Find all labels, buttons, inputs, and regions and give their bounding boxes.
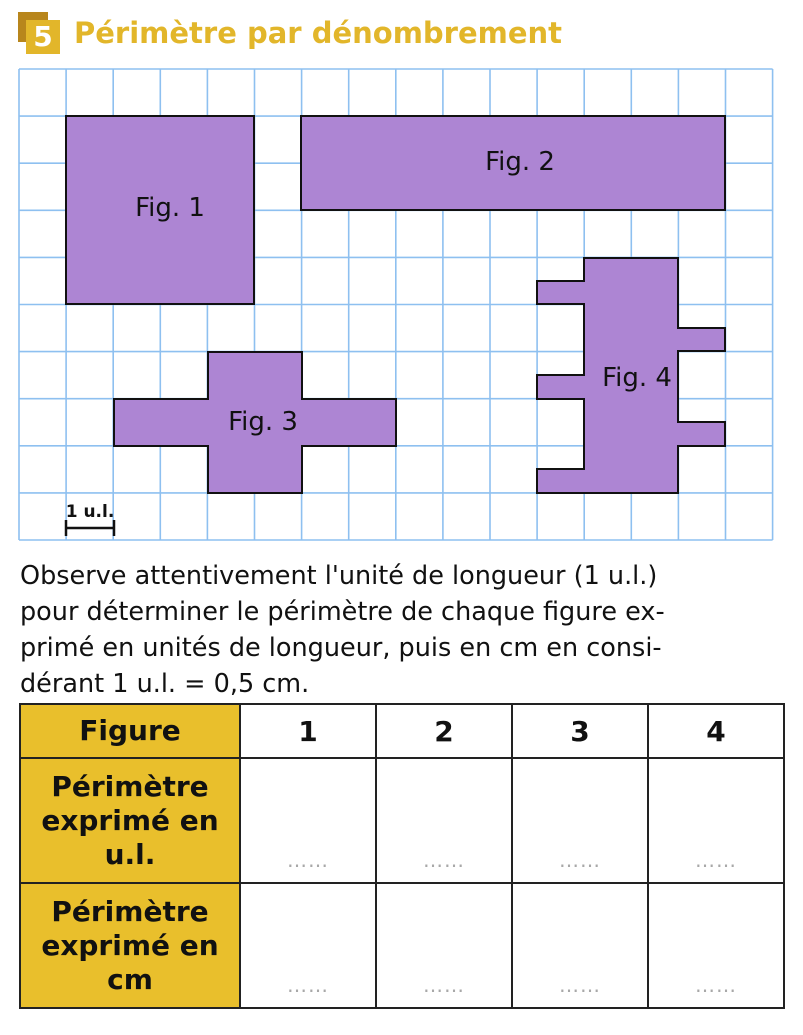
instruction-line: primé en unités de longueur, puis en cm en consi- [20, 633, 662, 663]
table-row [20, 883, 784, 1008]
exercise-title: Périmètre par dénombrement [74, 16, 563, 50]
figure-3-label: Fig. 3 [228, 407, 298, 437]
row-label-ul: Périmètre exprimé en u.l. [20, 758, 240, 883]
answer-cell-fig1-ul[interactable]: …… [240, 758, 376, 883]
answer-cell-fig2-cm[interactable]: …… [376, 883, 512, 1008]
answer-cell-fig3-cm[interactable]: …… [512, 883, 648, 1008]
scale-bar [66, 520, 114, 536]
figure-2-label: Fig. 2 [485, 147, 555, 177]
instruction-line: pour déterminer le périmètre de chaque figure ex- [20, 597, 665, 627]
answer-table [19, 703, 785, 1009]
instructions-text [20, 558, 790, 702]
answer-cell-fig4-ul[interactable]: …… [648, 758, 784, 883]
instruction-line: Observe attentivement l'unité de longueur (1 u.l.) [20, 561, 658, 591]
scale-label: 1 u.l. [65, 502, 115, 522]
answer-cell-fig2-ul[interactable]: …… [376, 758, 512, 883]
answer-cell-fig3-ul[interactable]: …… [512, 758, 648, 883]
row-label-cm: Périmètre exprimé en cm [20, 883, 240, 1008]
answer-cell-fig1-cm[interactable]: …… [240, 883, 376, 1008]
column-header-2: 2 [376, 704, 512, 758]
instruction-line: dérant 1 u.l. = 0,5 cm. [20, 669, 310, 699]
exercise-number: 5 [26, 20, 60, 54]
table-header-label: Figure [20, 704, 240, 758]
table-row [20, 758, 784, 883]
column-header-1: 1 [240, 704, 376, 758]
answer-cell-fig4-cm[interactable]: …… [648, 883, 784, 1008]
column-header-3: 3 [512, 704, 648, 758]
column-header-4: 4 [648, 704, 784, 758]
figure-4-label: Fig. 4 [602, 363, 672, 393]
figure-1-label: Fig. 1 [135, 193, 205, 223]
